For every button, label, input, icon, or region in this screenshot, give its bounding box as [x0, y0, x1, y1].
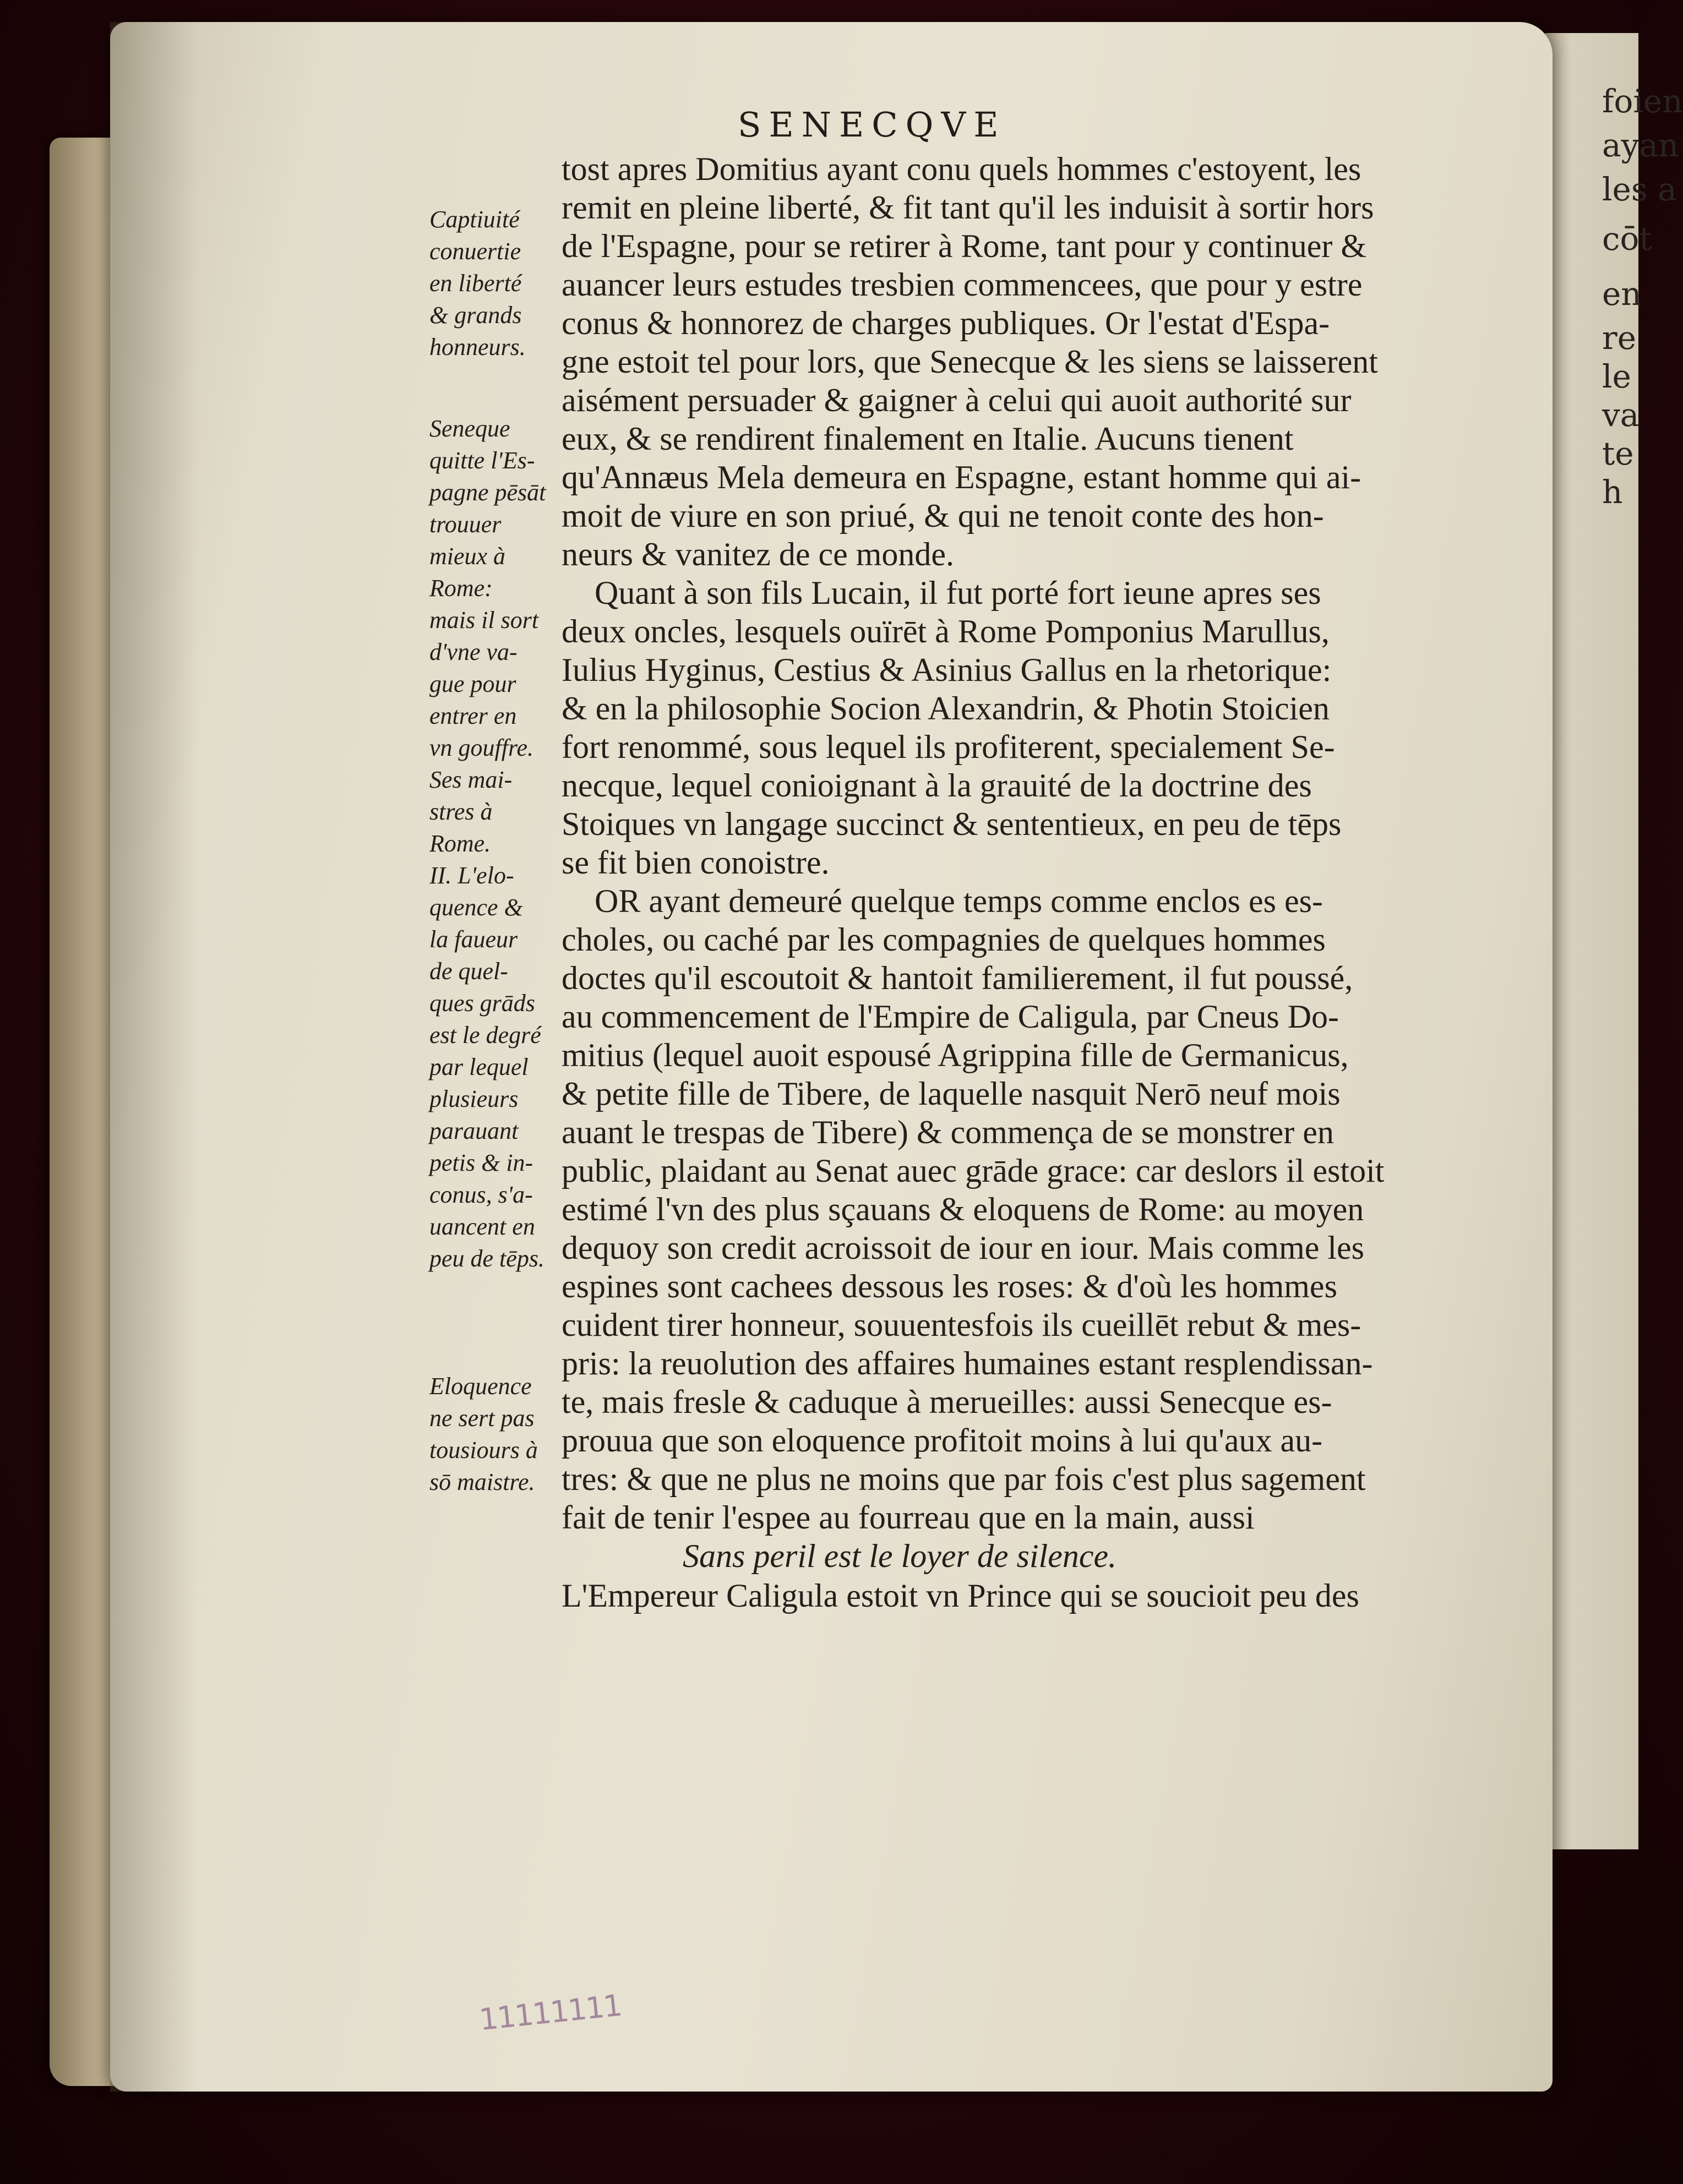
margin-note-line: mais il sort [429, 607, 539, 634]
last-text-line: L'Empereur Caligula estoit vn Prince qui se soucioit peu des [562, 1577, 1359, 1614]
text-line: moit de viure en son priué, & qui ne tenoit conte des hon- [562, 498, 1324, 534]
text-line: fort renommé, sous lequel ils profiterent, specialement Se- [562, 729, 1335, 765]
opposite-page-fragment: re [1602, 319, 1637, 357]
text-line: & petite fille de Tibere, de laquelle nasquit Nerō neuf mois [562, 1075, 1341, 1112]
margin-note-line: II. L'elo- [429, 862, 514, 889]
margin-note-line: Ses mai- [429, 766, 513, 793]
text-line: public, plaidant au Senat auec grāde grace: car deslors il estoit [562, 1153, 1385, 1189]
text-line: aisément persuader & gaigner à celui qui auoit authorité sur [562, 382, 1352, 418]
text-line: cuident tirer honneur, souuentesfois ils cueillēt rebut & mes- [562, 1307, 1361, 1343]
opposite-page-fragment: ayan [1602, 127, 1679, 164]
margin-note-line: pagne pēsāt [429, 479, 546, 506]
margin-note-line: honneurs. [429, 334, 526, 361]
text-line: se fit bien conoistre. [562, 844, 830, 881]
text-line: dequoy son credit acroissoit de iour en iour. Mais comme les [562, 1230, 1365, 1266]
margin-note-line: Rome. [429, 830, 491, 857]
text-line: neurs & vanitez de ce monde. [562, 536, 955, 572]
paragraph-start-line: OR ayant demeuré quelque temps comme enclos es es- [595, 883, 1323, 919]
text-line: necque, lequel conioignant à la grauité de la doctrine des [562, 767, 1312, 804]
text-line: de l'Espagne, pour se retirer à Rome, tant pour y continuer & [562, 228, 1367, 264]
text-line: te, mais fresle & caduque à merueilles: aussi Senecque es- [562, 1384, 1332, 1420]
margin-note-line: quence & [429, 894, 523, 921]
text-line: pris: la reuolution des affaires humaines estant resplendissan- [562, 1345, 1373, 1382]
running-head: SENECQVE [738, 105, 1006, 145]
text-line: deux oncles, lesquels ouïrēt à Rome Pomponius Marullus, [562, 613, 1330, 649]
margin-note-line: Seneque [429, 415, 510, 442]
opposite-page-edge [1542, 33, 1683, 1849]
margin-note-line: en liberté [429, 270, 522, 297]
margin-note-line: peu de tēps. [429, 1245, 544, 1272]
text-line: & en la philosophie Socion Alexandrin, & Photin Stoicien [562, 690, 1330, 727]
margin-note-line: & grands [429, 302, 522, 329]
opposite-page-fragment: cōt [1602, 220, 1652, 258]
margin-note-line: la faueur [429, 926, 518, 953]
opposite-page-fragment: va [1602, 396, 1640, 434]
opposite-page-fragment: foien [1602, 83, 1683, 120]
text-line: gne estoit tel pour lors, que Senecque & les siens se laisserent [562, 343, 1378, 380]
opposite-page-fragment: le [1602, 358, 1631, 395]
opposite-page-fragment: h [1602, 473, 1623, 511]
text-line: estimé l'vn des plus sçauans & eloquens de Rome: au moyen [562, 1191, 1364, 1227]
text-line: conus & honnorez de charges publiques. Or l'estat d'Espa- [562, 305, 1330, 341]
text-line: prouua que son eloquence profitoit moins à lui qu'aux au- [562, 1422, 1323, 1459]
margin-note-line: gue pour [429, 670, 516, 697]
margin-note-line: entrer en [429, 702, 517, 729]
handwritten-pencil-mark: 11111111 [477, 1988, 623, 2038]
opposite-page-fragment: en [1602, 275, 1642, 313]
margin-note-line: tousiours à [429, 1437, 538, 1464]
text-line: qu'Annæus Mela demeura en Espagne, estant homme qui ai- [562, 459, 1361, 495]
margin-note-line: conus, s'a- [429, 1181, 533, 1208]
text-line: fait de tenir l'espee au fourreau que en la main, aussi [562, 1499, 1255, 1536]
margin-note-line: sō maistre. [429, 1468, 535, 1495]
text-line: espines sont cachees dessous les roses: & d'où les hommes [562, 1268, 1337, 1304]
text-line: auant le trespas de Tibere) & commença de se monstrer en [562, 1114, 1334, 1150]
margin-note-line: trouuer [429, 511, 502, 538]
text-line: tost apres Domitius ayant conu quels hommes c'estoyent, les [562, 151, 1361, 187]
margin-note-line: plusieurs [429, 1085, 519, 1112]
motto-line: Sans peril est le loyer de silence. [683, 1538, 1117, 1574]
margin-note-line: ques grāds [429, 990, 535, 1017]
margin-note-line: Rome: [429, 575, 493, 602]
margin-note-line: stres à [429, 798, 493, 825]
margin-note-line: Eloquence [429, 1373, 532, 1400]
text-line: Iulius Hyginus, Cestius & Asinius Gallus en la rhetorique: [562, 652, 1332, 688]
opposite-page-fragment: te [1602, 435, 1634, 472]
margin-note-line: petis & in- [429, 1149, 533, 1176]
margin-note-line: d'vne va- [429, 638, 518, 665]
paragraph-start-line: Quant à son fils Lucain, il fut porté fort ieune apres ses [595, 575, 1321, 611]
margin-note-line: de quel- [429, 958, 508, 985]
margin-note-line: ne sert pas [429, 1405, 535, 1432]
margin-note-line: est le degré [429, 1022, 541, 1049]
text-line: remit en pleine liberté, & fit tant qu'il les induisit à sortir hors [562, 189, 1374, 226]
text-line: choles, ou caché par les compagnies de quelques hommes [562, 921, 1326, 958]
text-line: Stoiques vn langage succinct & sententieux, en peu de tēps [562, 806, 1342, 842]
margin-note-line: Captiuité [429, 206, 520, 233]
text-line: eux, & se rendirent finalement en Italie. Aucuns tienent [562, 421, 1294, 457]
text-line: mitius (lequel auoit espousé Agrippina fille de Germanicus, [562, 1037, 1349, 1073]
text-line: au commencement de l'Empire de Caligula, par Cneus Do- [562, 998, 1339, 1035]
text-line: tres: & que ne plus ne moins que par fois c'est plus sagement [562, 1461, 1366, 1497]
opposite-page-fragment: les a [1602, 171, 1677, 208]
margin-note-line: parauant [429, 1117, 519, 1144]
text-line: doctes qu'il escoutoit & hantoit familierement, il fut poussé, [562, 960, 1353, 996]
margin-note-line: conuertie [429, 238, 521, 265]
margin-note-line: uancent en [429, 1213, 535, 1240]
margin-note-line: mieux à [429, 543, 506, 570]
margin-note-line: par lequel [429, 1053, 529, 1080]
text-line: auancer leurs estudes tresbien commencees, que pour y estre [562, 266, 1363, 303]
margin-note-line: quitte l'Es- [429, 447, 535, 474]
margin-note-line: vn gouffre. [429, 734, 533, 761]
